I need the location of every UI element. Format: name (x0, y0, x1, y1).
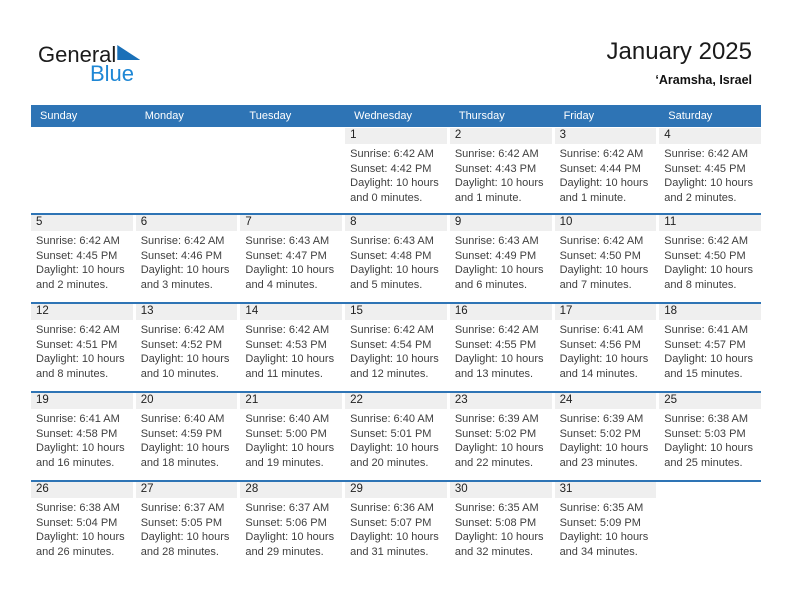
day-info (555, 320, 657, 381)
day-info-line: Sunset: 4:52 PM (140, 338, 223, 351)
day-info-line: Daylight: 10 hours (664, 264, 753, 276)
day-info (555, 498, 657, 559)
day-info-line: Daylight: 10 hours (140, 264, 230, 276)
day-info-line: Sunset: 4:46 PM (140, 249, 223, 262)
day-info-line: and 20 minutes. (350, 456, 429, 469)
day-info (659, 231, 761, 292)
day-number: 22 (345, 393, 447, 409)
day-info-line: Sunrise: 6:42 AM (350, 324, 434, 336)
day-number: 6 (136, 215, 238, 231)
day-cell-13 (136, 304, 238, 391)
day-info-line: Sunrise: 6:37 AM (140, 502, 225, 514)
day-number: 19 (31, 393, 133, 409)
day-info-line: Sunset: 5:02 PM (559, 427, 641, 440)
day-info-line: and 6 minutes. (454, 278, 527, 291)
day-number: 13 (136, 304, 238, 320)
day-info (136, 498, 238, 559)
day-info-line: Sunrise: 6:42 AM (36, 235, 120, 247)
day-cell-9 (450, 215, 552, 302)
day-info (345, 144, 447, 205)
day-info-line: Daylight: 10 hours (140, 531, 230, 543)
day-info-line: Sunrise: 6:42 AM (559, 235, 644, 247)
day-info-line: and 7 minutes. (559, 278, 632, 291)
day-info-line: and 8 minutes. (36, 367, 109, 380)
day-info (31, 320, 133, 381)
day-info-line: Sunrise: 6:42 AM (454, 324, 539, 336)
day-info-line: Daylight: 10 hours (559, 264, 649, 276)
page-title: January 2025 (606, 38, 752, 65)
day-info-line: and 28 minutes. (140, 545, 219, 558)
day-info-line: and 10 minutes. (140, 367, 219, 380)
day-number: 23 (450, 393, 552, 409)
day-info-line: and 34 minutes. (559, 545, 638, 558)
day-info (659, 144, 761, 205)
day-info-line: Sunset: 4:50 PM (664, 249, 746, 262)
week-row-1 (31, 128, 761, 213)
day-info-line: Sunset: 5:08 PM (454, 516, 537, 529)
day-number: 5 (31, 215, 133, 231)
day-cell-empty (659, 482, 761, 569)
day-cell-7 (240, 215, 342, 302)
day-info-line: and 15 minutes. (664, 367, 743, 380)
week-row-5 (31, 480, 761, 569)
day-info-line: Sunrise: 6:42 AM (559, 148, 644, 160)
day-cell-31 (555, 482, 657, 569)
day-info-line: Sunset: 4:45 PM (664, 162, 746, 175)
day-info-line: Sunrise: 6:42 AM (664, 148, 749, 160)
day-info (450, 231, 552, 292)
day-number: 31 (555, 482, 657, 498)
day-number: 26 (31, 482, 133, 498)
day-info-line: Sunset: 4:49 PM (454, 249, 537, 262)
day-number: 18 (659, 304, 761, 320)
day-number: 30 (450, 482, 552, 498)
day-info-line: Daylight: 10 hours (36, 531, 125, 543)
day-number: 9 (450, 215, 552, 231)
day-info-line: Daylight: 10 hours (350, 353, 439, 365)
day-info-line: Daylight: 10 hours (454, 177, 544, 189)
day-info (555, 409, 657, 470)
day-info-line: Sunset: 4:51 PM (36, 338, 118, 351)
day-number: 2 (450, 128, 552, 144)
day-cell-25 (659, 393, 761, 480)
day-info-line: Sunset: 4:44 PM (559, 162, 641, 175)
day-info-line: Sunset: 4:43 PM (454, 162, 537, 175)
day-info-line: and 13 minutes. (454, 367, 534, 380)
day-info-line: and 5 minutes. (350, 278, 423, 291)
day-info (240, 498, 342, 559)
day-info-line: Daylight: 10 hours (245, 353, 335, 365)
day-info-line: and 26 minutes. (36, 545, 115, 558)
day-info-line: Daylight: 10 hours (454, 264, 544, 276)
day-number: 4 (659, 128, 761, 144)
day-info (345, 320, 447, 381)
day-info (659, 320, 761, 381)
day-info-line: Daylight: 10 hours (245, 531, 335, 543)
day-info-line: Sunrise: 6:41 AM (36, 413, 120, 425)
weekday-header-row (31, 105, 761, 127)
day-info-line: Daylight: 10 hours (350, 531, 439, 543)
day-cell-26 (31, 482, 133, 569)
day-number: 17 (555, 304, 657, 320)
day-cell-6 (136, 215, 238, 302)
day-info-line: and 16 minutes. (36, 456, 115, 469)
day-number: 1 (345, 128, 447, 144)
day-info-line: Daylight: 10 hours (245, 442, 335, 454)
weekday-sunday: Sunday (40, 110, 78, 122)
day-info-line: Daylight: 10 hours (664, 177, 753, 189)
day-cell-2 (450, 128, 552, 213)
day-info (555, 231, 657, 292)
day-info-line: Sunrise: 6:39 AM (454, 413, 539, 425)
day-info (555, 144, 657, 205)
day-number: 15 (345, 304, 447, 320)
day-info-line: and 29 minutes. (245, 545, 324, 558)
day-number: 29 (345, 482, 447, 498)
calendar-weeks (31, 128, 761, 569)
day-info-line: Sunrise: 6:35 AM (559, 502, 644, 514)
day-info-line: and 2 minutes. (36, 278, 109, 291)
day-info-line: Sunrise: 6:35 AM (454, 502, 539, 514)
day-info-line: and 23 minutes. (559, 456, 638, 469)
day-cell-15 (345, 304, 447, 391)
day-info-line: and 12 minutes. (350, 367, 429, 380)
day-info-line: Sunset: 4:56 PM (559, 338, 641, 351)
day-info-line: and 3 minutes. (140, 278, 213, 291)
day-info-line: Sunrise: 6:40 AM (245, 413, 330, 425)
day-info-line: Sunrise: 6:36 AM (350, 502, 434, 514)
day-cell-20 (136, 393, 238, 480)
day-cell-4 (659, 128, 761, 213)
day-info-line: Sunset: 4:57 PM (664, 338, 746, 351)
day-info-line: and 4 minutes. (245, 278, 318, 291)
day-number: 11 (659, 215, 761, 231)
day-info-line: Daylight: 10 hours (350, 177, 439, 189)
day-number: 25 (659, 393, 761, 409)
day-cell-1 (345, 128, 447, 213)
day-info-line: Sunset: 4:47 PM (245, 249, 327, 262)
weekday-friday: Friday (563, 110, 595, 122)
day-info-line: and 31 minutes. (350, 545, 429, 558)
day-info-line: and 14 minutes. (559, 367, 638, 380)
day-info-line: Sunrise: 6:43 AM (454, 235, 539, 247)
day-info-line: Sunset: 5:04 PM (36, 516, 118, 529)
day-cell-14 (240, 304, 342, 391)
day-info-line: Daylight: 10 hours (36, 353, 125, 365)
day-info-line: Daylight: 10 hours (140, 442, 230, 454)
weekday-tuesday: Tuesday (249, 110, 292, 122)
day-cell-10 (555, 215, 657, 302)
day-cell-8 (345, 215, 447, 302)
day-info-line: Sunrise: 6:42 AM (664, 235, 749, 247)
calendar-table (31, 105, 761, 569)
location-subtitle: ‘Aramsha, Israel (655, 73, 752, 87)
day-info-line: Daylight: 10 hours (350, 442, 439, 454)
day-cell-27 (136, 482, 238, 569)
day-info (136, 320, 238, 381)
day-info-line: Sunrise: 6:40 AM (350, 413, 434, 425)
day-info (136, 231, 238, 292)
day-number: 27 (136, 482, 238, 498)
day-info (659, 409, 761, 470)
week-row-3 (31, 302, 761, 391)
day-info-line: Sunset: 5:07 PM (350, 516, 432, 529)
day-number: 28 (240, 482, 342, 498)
day-info-line: Daylight: 10 hours (559, 353, 649, 365)
day-info-line: Sunset: 5:01 PM (350, 427, 432, 440)
day-info-line: Sunset: 5:02 PM (454, 427, 537, 440)
day-info (345, 498, 447, 559)
day-info-line: Sunrise: 6:43 AM (350, 235, 434, 247)
day-info-line: and 25 minutes. (664, 456, 743, 469)
day-info-line: Sunset: 4:58 PM (36, 427, 118, 440)
day-info (136, 409, 238, 470)
day-info-line: and 8 minutes. (664, 278, 737, 291)
day-cell-28 (240, 482, 342, 569)
day-info (31, 231, 133, 292)
logo-text-general: General (38, 42, 117, 67)
day-info-line: Daylight: 10 hours (559, 177, 649, 189)
day-info-line: Daylight: 10 hours (454, 353, 544, 365)
day-info-line: Sunset: 4:42 PM (350, 162, 432, 175)
day-number: 16 (450, 304, 552, 320)
day-info-line: Sunset: 5:03 PM (664, 427, 746, 440)
day-number: 3 (555, 128, 657, 144)
day-info-line: Sunrise: 6:42 AM (350, 148, 434, 160)
day-info-line: and 19 minutes. (245, 456, 324, 469)
day-info (450, 320, 552, 381)
day-info-line: Sunrise: 6:42 AM (36, 324, 120, 336)
day-info-line: Sunset: 5:06 PM (245, 516, 327, 529)
day-info-line: Sunrise: 6:39 AM (559, 413, 644, 425)
day-info-line: and 1 minute. (559, 191, 627, 204)
day-info (450, 498, 552, 559)
day-info-line: Sunset: 4:50 PM (559, 249, 641, 262)
day-info (450, 409, 552, 470)
day-number: 21 (240, 393, 342, 409)
day-number: 20 (136, 393, 238, 409)
day-info-line: Sunrise: 6:43 AM (245, 235, 330, 247)
title-block (607, 38, 752, 87)
day-info-line: Daylight: 10 hours (559, 442, 649, 454)
day-info-line: Sunrise: 6:41 AM (559, 324, 644, 336)
day-info (240, 320, 342, 381)
day-info-line: and 2 minutes. (664, 191, 737, 204)
day-number: 10 (555, 215, 657, 231)
day-cell-22 (345, 393, 447, 480)
day-info-line: Sunset: 4:53 PM (245, 338, 327, 351)
day-info-line: Sunset: 4:45 PM (36, 249, 118, 262)
day-info-line: Daylight: 10 hours (36, 442, 125, 454)
day-info (31, 498, 133, 559)
day-info-line: Sunset: 4:48 PM (350, 249, 432, 262)
logo-triangle-icon (117, 45, 140, 60)
day-info-line: and 11 minutes. (245, 367, 323, 380)
day-info-line: Daylight: 10 hours (454, 442, 544, 454)
day-info-line: and 1 minute. (454, 191, 522, 204)
day-number: 8 (345, 215, 447, 231)
day-info (240, 231, 342, 292)
day-info-line: Sunset: 4:54 PM (350, 338, 432, 351)
day-number: 12 (31, 304, 133, 320)
weekday-wednesday: Wednesday (354, 110, 413, 122)
weekday-thursday: Thursday (458, 110, 505, 122)
day-info-line: Sunset: 4:59 PM (140, 427, 223, 440)
day-info-line: Daylight: 10 hours (559, 531, 649, 543)
day-cell-29 (345, 482, 447, 569)
day-info-line: Sunrise: 6:42 AM (454, 148, 539, 160)
day-info-line: Sunrise: 6:37 AM (245, 502, 330, 514)
day-info-line: Daylight: 10 hours (350, 264, 439, 276)
day-info-line: Daylight: 10 hours (140, 353, 230, 365)
day-info-line: and 0 minutes. (350, 191, 423, 204)
day-info-line: Sunset: 5:05 PM (140, 516, 223, 529)
day-info-line: Daylight: 10 hours (245, 264, 335, 276)
day-info-line: Sunset: 4:55 PM (454, 338, 537, 351)
week-row-4 (31, 391, 761, 480)
day-cell-11 (659, 215, 761, 302)
day-info-line: Sunrise: 6:41 AM (664, 324, 749, 336)
day-cell-30 (450, 482, 552, 569)
day-cell-empty (136, 128, 238, 213)
day-info-line: Daylight: 10 hours (664, 353, 753, 365)
day-info-line: and 18 minutes. (140, 456, 219, 469)
day-cell-23 (450, 393, 552, 480)
day-info-line: Daylight: 10 hours (664, 442, 753, 454)
day-cell-empty (31, 128, 133, 213)
day-info-line: and 22 minutes. (454, 456, 534, 469)
day-info (31, 409, 133, 470)
day-info-line: Daylight: 10 hours (36, 264, 125, 276)
logo-text-blue: Blue (90, 61, 135, 86)
day-info (240, 409, 342, 470)
day-cell-16 (450, 304, 552, 391)
day-cell-12 (31, 304, 133, 391)
day-cell-21 (240, 393, 342, 480)
week-row-2 (31, 213, 761, 302)
day-info-line: Sunrise: 6:42 AM (245, 324, 330, 336)
day-info-line: Sunset: 5:00 PM (245, 427, 327, 440)
day-info-line: Sunrise: 6:38 AM (36, 502, 120, 514)
day-cell-3 (555, 128, 657, 213)
day-info (345, 409, 447, 470)
weekday-monday: Monday (144, 110, 184, 122)
day-info (450, 144, 552, 205)
day-info (345, 231, 447, 292)
day-cell-17 (555, 304, 657, 391)
day-cell-5 (31, 215, 133, 302)
day-info-line: Sunrise: 6:42 AM (140, 235, 225, 247)
day-number: 14 (240, 304, 342, 320)
day-cell-24 (555, 393, 657, 480)
day-number: 7 (240, 215, 342, 231)
day-info-line: Daylight: 10 hours (454, 531, 544, 543)
day-number: 24 (555, 393, 657, 409)
day-cell-empty (240, 128, 342, 213)
weekday-saturday: Saturday (668, 110, 713, 122)
day-cell-18 (659, 304, 761, 391)
day-info-line: Sunrise: 6:38 AM (664, 413, 749, 425)
day-cell-19 (31, 393, 133, 480)
day-info-line: Sunrise: 6:42 AM (140, 324, 225, 336)
day-info-line: and 32 minutes. (454, 545, 534, 558)
day-info-line: Sunrise: 6:40 AM (140, 413, 225, 425)
general-blue-logo (38, 42, 140, 87)
day-info-line: Sunset: 5:09 PM (559, 516, 641, 529)
